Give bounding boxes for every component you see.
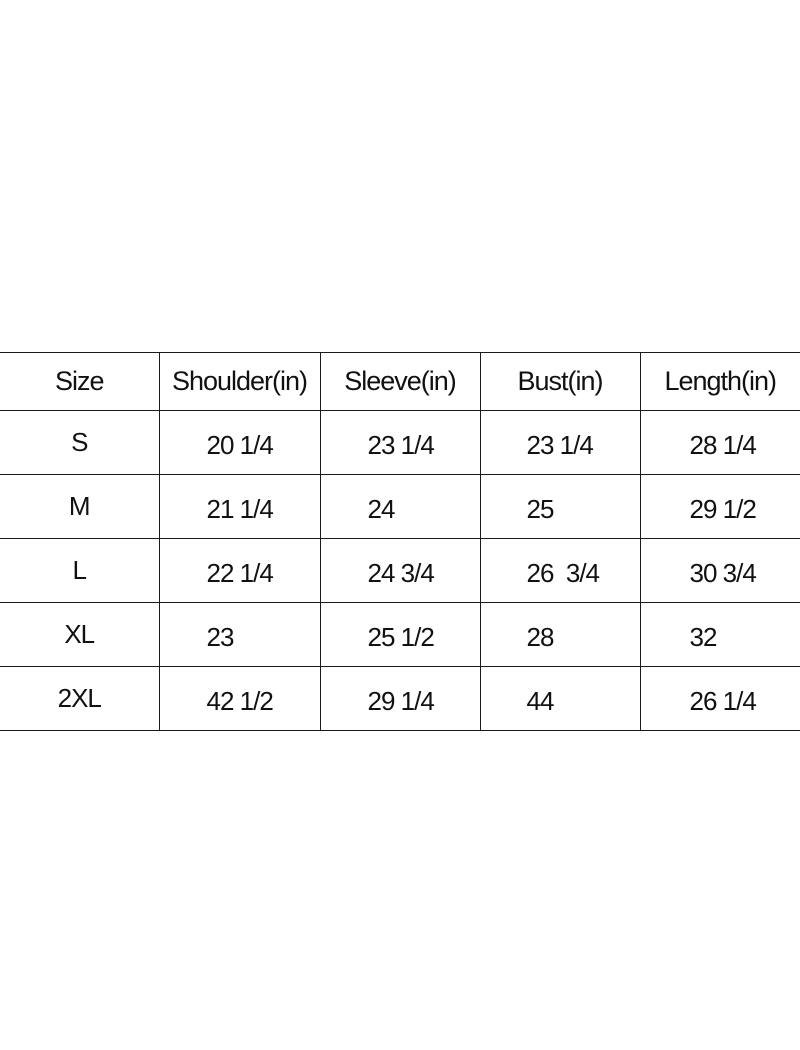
bust-cell: 28	[480, 603, 640, 667]
table-body	[0, 411, 800, 731]
header-sleeve: Sleeve(in)	[320, 353, 480, 411]
bust-cell: 25	[480, 475, 640, 539]
sleeve-cell: 23 1/4	[320, 411, 480, 475]
bust-cell: 26 3/4	[480, 539, 640, 603]
table-header	[0, 353, 800, 411]
shoulder-cell: 22 1/4	[159, 539, 320, 603]
length-cell: 26 1/4	[640, 667, 800, 731]
sleeve-cell: 24	[320, 475, 480, 539]
table-row	[0, 411, 800, 475]
header-size: Size	[0, 353, 159, 411]
header-length: Length(in)	[640, 353, 800, 411]
length-cell: 32	[640, 603, 800, 667]
header-shoulder: Shoulder(in)	[159, 353, 320, 411]
sleeve-cell: 24 3/4	[320, 539, 480, 603]
sleeve-cell: 29 1/4	[320, 667, 480, 731]
table-row	[0, 475, 800, 539]
table-row	[0, 539, 800, 603]
header-bust: Bust(in)	[480, 353, 640, 411]
size-cell: M	[0, 475, 159, 539]
sleeve-cell: 25 1/2	[320, 603, 480, 667]
shoulder-cell: 23	[159, 603, 320, 667]
shoulder-cell: 21 1/4	[159, 475, 320, 539]
bust-cell: 23 1/4	[480, 411, 640, 475]
size-cell: L	[0, 539, 159, 603]
header-row	[0, 353, 800, 411]
bust-cell: 44	[480, 667, 640, 731]
length-cell: 29 1/2	[640, 475, 800, 539]
size-cell: S	[0, 411, 159, 475]
table-row	[0, 603, 800, 667]
shoulder-cell: 42 1/2	[159, 667, 320, 731]
shoulder-cell: 20 1/4	[159, 411, 320, 475]
size-chart-table	[0, 352, 800, 731]
size-cell: 2XL	[0, 667, 159, 731]
size-cell: XL	[0, 603, 159, 667]
length-cell: 28 1/4	[640, 411, 800, 475]
table-row	[0, 667, 800, 731]
length-cell: 30 3/4	[640, 539, 800, 603]
